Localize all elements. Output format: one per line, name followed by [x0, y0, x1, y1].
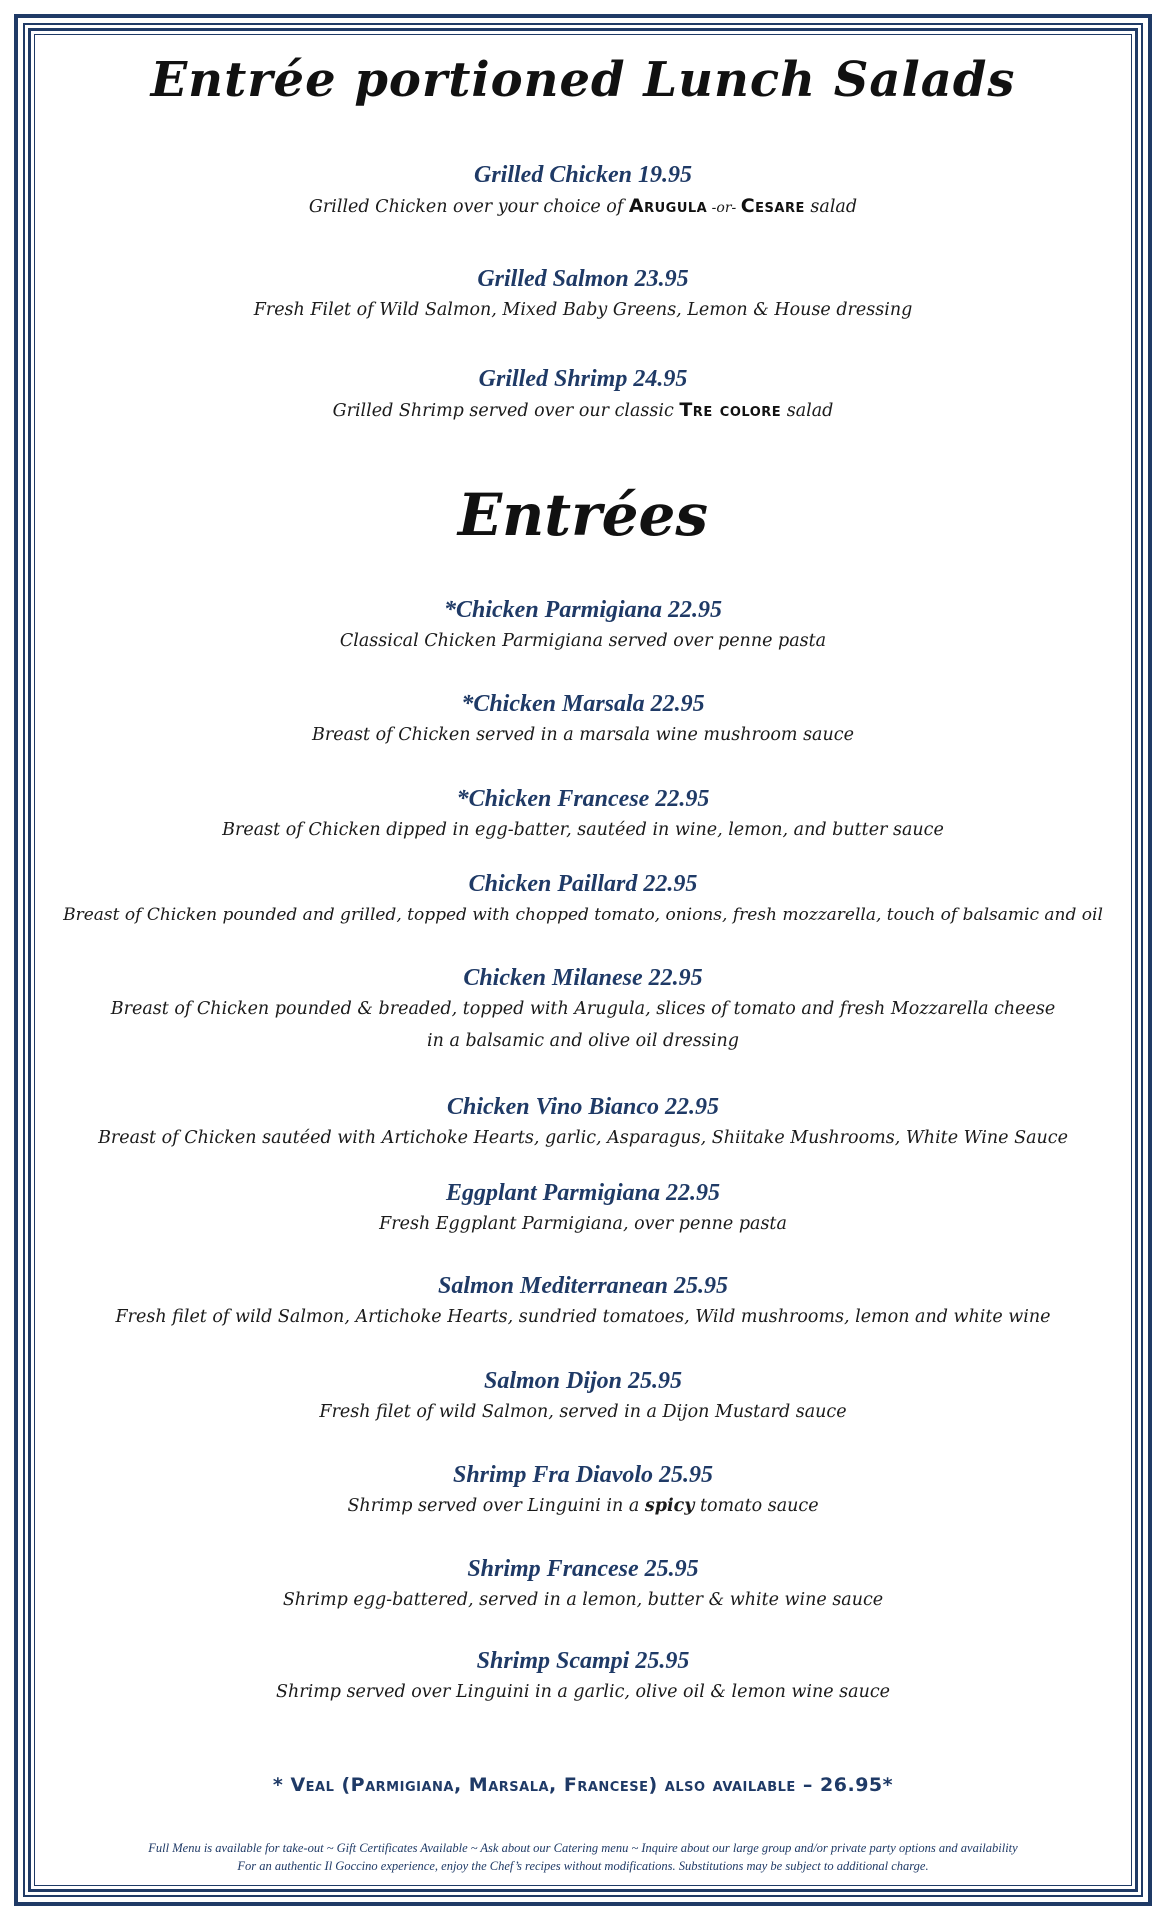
salad-item-grilled-salmon: [34, 264, 1132, 326]
item-description: Fresh filet of wild Salmon, Artichoke Hearts, sundried tomatoes, Wild mushrooms, lemon and white wine: [115, 1307, 1051, 1327]
cesare-option: Cesare: [740, 195, 805, 217]
item-name: Grilled Shrimp 24.95: [478, 366, 688, 392]
salads-section-title: Entrée portioned Lunch Salads: [150, 52, 1016, 108]
item-description: Breast of Chicken served in a marsala wine mushroom sauce: [312, 725, 854, 745]
veal-availability-note: * Veal (Parmigiana, Marsala, Francese) also available – 26.95*: [272, 1774, 894, 1796]
item-description: Classical Chicken Parmigiana served over penne pasta: [339, 631, 827, 651]
item-name: *Chicken Francese 22.95: [456, 786, 710, 812]
menu-page: [34, 34, 1132, 1886]
salad-item-grilled-chicken: [34, 160, 1132, 224]
item-name: Shrimp Scampi 25.95: [476, 1648, 690, 1674]
desc-text: Grilled Shrimp served over our classic: [332, 401, 680, 421]
entree-item-eggplant-parmigiana: [34, 1178, 1132, 1240]
item-name: Chicken Milanese 22.95: [463, 965, 703, 991]
desc-text: Shrimp served over Linguini in a: [347, 1496, 645, 1516]
entree-item-chicken-francese: [34, 784, 1132, 846]
item-description: Shrimp egg-battered, served in a lemon, butter & white wine sauce: [282, 1590, 884, 1610]
item-name: Grilled Chicken 19.95: [473, 162, 692, 188]
desc-text: tomato sauce: [694, 1496, 819, 1516]
item-description: Breast of Chicken pounded & breaded, topped with Arugula, slices of tomato and fresh Mozzarella cheese: [110, 999, 1056, 1019]
desc-text: Grilled Chicken over your choice of: [308, 197, 629, 217]
entree-item-shrimp-fra-diavolo: [34, 1460, 1132, 1522]
entree-item-shrimp-francese: [34, 1554, 1132, 1616]
item-description: Breast of Chicken sautéed with Artichoke Hearts, garlic, Asparagus, Shiitake Mushrooms, White Wine Sauce: [98, 1128, 1068, 1148]
entree-item-chicken-milanese: [34, 963, 1132, 1057]
item-name: Shrimp Fra Diavolo 25.95: [452, 1462, 714, 1488]
item-name: Salmon Mediterranean 25.95: [437, 1273, 729, 1299]
item-description: Fresh Filet of Wild Salmon, Mixed Baby Greens, Lemon & House dressing: [253, 300, 913, 320]
item-description: Fresh filet of wild Salmon, served in a Dijon Mustard sauce: [319, 1402, 847, 1422]
item-name: Salmon Dijon 25.95: [483, 1368, 683, 1394]
or-separator: -or-: [707, 200, 741, 216]
item-name: Chicken Paillard 22.95: [468, 871, 698, 897]
item-name: *Chicken Parmigiana 22.95: [443, 597, 723, 623]
item-name: Chicken Vino Bianco 22.95: [446, 1094, 720, 1120]
entree-item-chicken-vino-bianco: [34, 1092, 1132, 1154]
entrees-section-title: Entrées: [457, 481, 709, 549]
entree-item-shrimp-scampi: [34, 1646, 1132, 1708]
item-description: [34, 1490, 1132, 1522]
item-description: Breast of Chicken dipped in egg-batter, sautéed in wine, lemon, and butter sauce: [222, 820, 944, 840]
item-name: *Chicken Marsala 22.95: [461, 691, 705, 717]
desc-text: salad: [804, 197, 858, 217]
item-description: Shrimp served over Linguini in a garlic, olive oil & lemon wine sauce: [275, 1682, 891, 1702]
item-description: Breast of Chicken pounded and grilled, topped with chopped tomato, onions, fresh mozzarella, touch of balsamic and oil: [63, 905, 1103, 925]
item-name: Eggplant Parmigiana 22.95: [445, 1180, 721, 1206]
footer-line-2: For an authentic Il Goccino experience, enjoy the Chef’s recipes without modifications. Substitutions may be subject to additional charge.: [237, 1859, 929, 1873]
item-name: Shrimp Francese 25.95: [467, 1556, 699, 1582]
item-description-line-2: in a balsamic and olive oil dressing: [427, 1031, 739, 1051]
item-name: Grilled Salmon 23.95: [477, 266, 689, 292]
item-description: [34, 394, 1132, 427]
entree-item-salmon-dijon: [34, 1366, 1132, 1428]
footer-line-1: Full Menu is available for take-out ~ Gift Certificates Available ~ Ask about our Catering menu ~ Inquire about our large group and/or private party options and availability: [148, 1841, 1018, 1855]
desc-text: salad: [781, 401, 834, 421]
entree-item-chicken-paillard: [34, 869, 1132, 931]
salad-item-grilled-shrimp: [34, 364, 1132, 427]
tre-colore-option: Tre colore: [679, 399, 782, 421]
menu-footer: [34, 1839, 1132, 1875]
entree-item-chicken-marsala: [34, 689, 1132, 751]
entree-item-chicken-parmigiana: [34, 595, 1132, 657]
arugula-option: Arugula: [628, 195, 708, 217]
entree-item-salmon-mediterranean: [34, 1271, 1132, 1333]
item-description: Fresh Eggplant Parmigiana, over penne pasta: [379, 1214, 787, 1234]
item-description: [34, 190, 1132, 224]
spicy-emphasis: spicy: [644, 1496, 695, 1516]
